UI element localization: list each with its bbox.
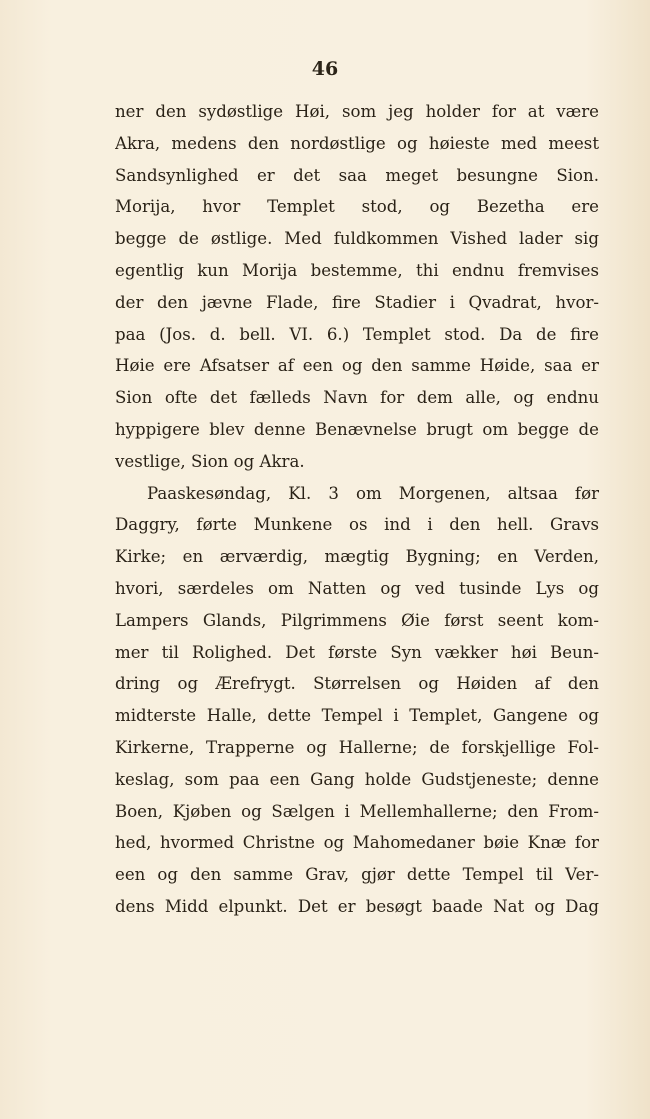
text-line: begge de østlige. Med fuldkommen Vished lader sig (115, 229, 599, 249)
text-line: Høie ere Afsatser af een og den samme Høide, saa er (115, 356, 599, 376)
page-number: 46 (311, 58, 339, 80)
text-line-paragraph-start: Paaskesøndag, Kl. 3 om Morgenen, altsaa før (147, 483, 599, 503)
text-line: Boen, Kjøben og Sælgen i Mellemhallerne; den From- (115, 801, 599, 821)
text-line: hyppigere blev denne Benævnelse brugt om begge de (115, 419, 599, 439)
text-line: Lampers Glands, Pilgrimmens Øie først seent kom- (115, 610, 599, 630)
text-line: paa (Jos. d. bell. VI. 6.) Templet stod. Da de fire (115, 324, 599, 344)
text-line: ner den sydøstlige Høi, som jeg holder for at være (115, 102, 599, 121)
text-line: Sion ofte det fælleds Navn for dem alle, og endnu (115, 388, 599, 408)
text-line: midterste Halle, dette Tempel i Templet, Gangene og (115, 706, 599, 726)
text-line: Sandsynlighed er det saa meget besungne Sion. (115, 165, 599, 185)
text-line: dens Midd elpunkt. Det er besøgt baade Nat og Dag (115, 896, 599, 916)
text-line: Daggry, førte Munkene os ind i den hell. Gravs (115, 515, 599, 535)
text-line: dring og Ærefrygt. Størrelsen og Høiden af den (115, 674, 599, 694)
text-line: een og den samme Grav, gjør dette Tempel til Ver- (115, 865, 599, 885)
body-text (115, 96, 599, 923)
text-line: mer til Rolighed. Det første Syn vækker høi Beun- (115, 642, 599, 662)
text-line: Kirke; en ærværdig, mægtig Bygning; en Verden, (115, 547, 599, 567)
text-line: Morija, hvor Templet stod, og Bezetha ere (115, 197, 599, 217)
text-line: der den jævne Flade, fire Stadier i Qvadrat, hvor- (115, 292, 599, 312)
text-line: hed, hvormed Christne og Mahomedaner bøie Knæ for (115, 833, 599, 853)
text-line: hvori, særdeles om Natten og ved tusinde Lys og (115, 578, 599, 598)
text-line: Kirkerne, Trapperne og Hallerne; de forskjellige Fol- (115, 737, 599, 757)
text-line: Akra, medens den nordøstlige og høieste med meest (115, 133, 599, 153)
text-line-paragraph-end: vestlige, Sion og Akra. (115, 451, 305, 471)
text-line: egentlig kun Morija bestemme, thi endnu fremvises (115, 260, 599, 280)
text-line: keslag, som paa een Gang holde Gudstjeneste; denne (115, 769, 599, 789)
